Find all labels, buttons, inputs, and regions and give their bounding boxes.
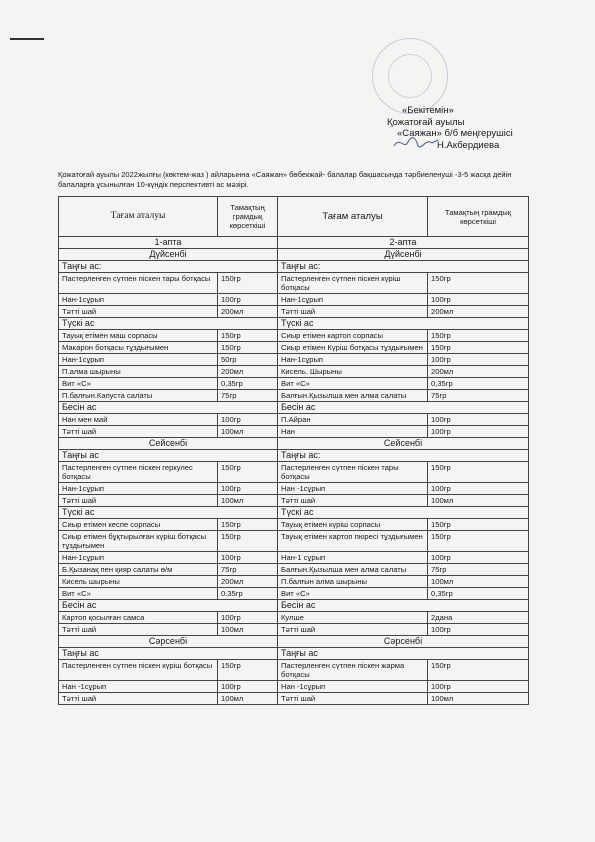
dish-qty-left: 150гр bbox=[218, 330, 278, 342]
dish-name-left: Тәтті шай bbox=[59, 624, 218, 636]
table-row bbox=[59, 426, 529, 438]
dish-name-left: Нан мен май bbox=[59, 414, 218, 426]
dish-name-left: Нан-1сұрып bbox=[59, 354, 218, 366]
dish-name-right: Сиыр етімен Күріш ботқасы тұздығымен bbox=[278, 342, 428, 354]
dish-qty-left: 100гр bbox=[218, 681, 278, 693]
dish-qty-right: 100гр bbox=[428, 624, 529, 636]
dish-qty-right: 100гр bbox=[428, 414, 529, 426]
day-label-left: Сәрсенбі bbox=[59, 636, 278, 648]
meal-label-right: Таңғы ас: bbox=[278, 261, 529, 273]
meal-label-left: Таңғы ас bbox=[59, 648, 278, 660]
header-name-left: Тағам аталуы bbox=[59, 197, 218, 237]
dish-name-right: Сиыр етімен картоп сорпасы bbox=[278, 330, 428, 342]
dish-qty-left: 0,35гр bbox=[218, 378, 278, 390]
day-label-left: Сейсенбі bbox=[59, 438, 278, 450]
dish-name-left: Нан-1сұрып bbox=[59, 552, 218, 564]
dish-name-right: Нан -1сұрып bbox=[278, 681, 428, 693]
dish-name-right: Тәтті шай bbox=[278, 495, 428, 507]
dish-qty-right: 100гр bbox=[428, 552, 529, 564]
menu-table bbox=[58, 196, 529, 705]
approval-signer: Н.Акбердиева bbox=[437, 139, 500, 151]
meal-row bbox=[59, 261, 529, 273]
dish-qty-right: 100гр bbox=[428, 483, 529, 495]
stamp-emblem bbox=[388, 54, 432, 98]
table-row bbox=[59, 366, 529, 378]
dish-qty-left: 200мл bbox=[218, 576, 278, 588]
day-label-right: Сәрсенбі bbox=[278, 636, 529, 648]
table-row bbox=[59, 693, 529, 705]
table-row bbox=[59, 342, 529, 354]
dish-qty-right: 150гр bbox=[428, 660, 529, 681]
dish-name-right: Нан-1сұрып bbox=[278, 354, 428, 366]
meal-label-left: Таңғы ас bbox=[59, 450, 278, 462]
dish-qty-right: 0,35гр bbox=[428, 378, 529, 390]
header-name-right: Тағам аталуы bbox=[278, 197, 428, 237]
dish-qty-right: 100гр bbox=[428, 681, 529, 693]
dish-name-left: Тәтті шай bbox=[59, 426, 218, 438]
dish-name-right: Нан-1 сұрып bbox=[278, 552, 428, 564]
meal-row bbox=[59, 318, 529, 330]
header-qty-right: Тамақтың грамдық көрсеткіші bbox=[428, 197, 529, 237]
meal-label-left: Түскі ас bbox=[59, 507, 278, 519]
table-row bbox=[59, 462, 529, 483]
dish-name-left: Вит «С» bbox=[59, 378, 218, 390]
approval-village: Қожатоғай ауылы bbox=[387, 116, 465, 128]
margin-mark bbox=[10, 38, 44, 40]
dish-qty-left: 150гр bbox=[218, 531, 278, 552]
dish-name-right: Нан bbox=[278, 426, 428, 438]
dish-name-left: П.алма шырыны bbox=[59, 366, 218, 378]
dish-qty-left: 100мл bbox=[218, 624, 278, 636]
dish-name-left: Тәтті шай bbox=[59, 495, 218, 507]
dish-qty-right: 150гр bbox=[428, 462, 529, 483]
table-row bbox=[59, 294, 529, 306]
dish-name-left: Пастерленген сүтпен піскен күріш ботқасы bbox=[59, 660, 218, 681]
dish-name-right: Кулше bbox=[278, 612, 428, 624]
dish-qty-right: 200мл bbox=[428, 306, 529, 318]
dish-name-right: Балғын.Қызылша мен алма салаты bbox=[278, 390, 428, 402]
dish-qty-right: 2дана bbox=[428, 612, 529, 624]
meal-label-left: Бесін ас bbox=[59, 402, 278, 414]
meal-label-right: Бесін ас bbox=[278, 402, 529, 414]
dish-qty-right: 100мл bbox=[428, 693, 529, 705]
day-label-left: Дүйсенбі bbox=[59, 249, 278, 261]
table-row bbox=[59, 330, 529, 342]
day-label-right: Сейсенбі bbox=[278, 438, 529, 450]
dish-name-left: Сиыр етімен кеспе сорпасы bbox=[59, 519, 218, 531]
table-row bbox=[59, 531, 529, 552]
dish-qty-left: 200мл bbox=[218, 366, 278, 378]
dish-qty-left: 100гр bbox=[218, 414, 278, 426]
dish-name-left: Пастерленген сүтпен піскен тары ботқасы bbox=[59, 273, 218, 294]
table-row bbox=[59, 378, 529, 390]
dish-qty-right: 150гр bbox=[428, 519, 529, 531]
dish-qty-right: 0,35гр bbox=[428, 588, 529, 600]
day-row bbox=[59, 438, 529, 450]
dish-qty-left: 0.35гр bbox=[218, 588, 278, 600]
day-label-right: Дүйсенбі bbox=[278, 249, 529, 261]
dish-qty-left: 50гр bbox=[218, 354, 278, 366]
dish-name-left: Картоп қосылған самса bbox=[59, 612, 218, 624]
dish-name-left: Нан-1сұрып bbox=[59, 483, 218, 495]
table-row bbox=[59, 681, 529, 693]
dish-name-right: Вит «С» bbox=[278, 588, 428, 600]
table-row bbox=[59, 660, 529, 681]
meal-label-right: Таңғы ас bbox=[278, 648, 529, 660]
dish-qty-right: 100мл bbox=[428, 495, 529, 507]
dish-name-right: П.Айран bbox=[278, 414, 428, 426]
meal-label-left: Түскі ас bbox=[59, 318, 278, 330]
dish-qty-left: 200мл bbox=[218, 306, 278, 318]
menu-body bbox=[59, 237, 529, 705]
table-row bbox=[59, 519, 529, 531]
table-row bbox=[59, 576, 529, 588]
dish-qty-left: 150гр bbox=[218, 273, 278, 294]
dish-name-right: Пастерленген сүтпен піскен жарма ботқасы bbox=[278, 660, 428, 681]
table-header-row bbox=[59, 197, 529, 237]
header-qty-left: Тамақтың грамдық көрсеткіші bbox=[218, 197, 278, 237]
meal-label-right: Түскі ас bbox=[278, 507, 529, 519]
document-intro: Қожатоғай ауылы 2022жылғы (көктем-жаз ) айларынна «Саяжан» бөбекжай- балалар бақшасында тәрбиеленуші -3-5 жасқа дейін балаларға ұсынылған 10-күндік перспективті ас мәзірі. bbox=[58, 170, 512, 189]
dish-name-left: Макарон ботқасы тұздығымен bbox=[59, 342, 218, 354]
table-row bbox=[59, 624, 529, 636]
day-row bbox=[59, 636, 529, 648]
dish-name-left: Пастерленген сүтпен піскен геркулес ботқасы bbox=[59, 462, 218, 483]
dish-name-right: Вит «С» bbox=[278, 378, 428, 390]
dish-qty-left: 100гр bbox=[218, 552, 278, 564]
dish-name-left: П.балғын.Капуста салаты bbox=[59, 390, 218, 402]
dish-name-right: Тауық етімен күріш сорпасы bbox=[278, 519, 428, 531]
dish-qty-right: 100мл bbox=[428, 576, 529, 588]
dish-name-left: Тауық етімен маш сорпасы bbox=[59, 330, 218, 342]
dish-qty-right: 100гр bbox=[428, 354, 529, 366]
dish-qty-right: 200мл bbox=[428, 366, 529, 378]
meal-label-left: Бесін ас bbox=[59, 600, 278, 612]
dish-qty-right: 100гр bbox=[428, 426, 529, 438]
dish-name-left: Кисель шырыны bbox=[59, 576, 218, 588]
table-row bbox=[59, 273, 529, 294]
dish-name-left: Тәтті шай bbox=[59, 693, 218, 705]
dish-name-right: Тәтті шай bbox=[278, 693, 428, 705]
table-row bbox=[59, 588, 529, 600]
dish-qty-right: 150гр bbox=[428, 342, 529, 354]
dish-name-right: Балғын.Қызылша мен алма салаты bbox=[278, 564, 428, 576]
dish-name-right: Пастерленген сүтпен піскен тары ботқасы bbox=[278, 462, 428, 483]
table-row bbox=[59, 495, 529, 507]
dish-qty-left: 75гр bbox=[218, 564, 278, 576]
approval-position: «Саяжан» б/б меңгерушісі bbox=[397, 128, 513, 139]
meal-label-right: Бесін ас bbox=[278, 600, 529, 612]
meal-label-right: Түскі ас bbox=[278, 318, 529, 330]
table-row bbox=[59, 354, 529, 366]
dish-name-left: Вит «С» bbox=[59, 588, 218, 600]
dish-qty-left: 100гр bbox=[218, 483, 278, 495]
dish-qty-left: 150гр bbox=[218, 519, 278, 531]
meal-label-right: Таңғы ас: bbox=[278, 450, 529, 462]
dish-name-right: Тәтті шай bbox=[278, 624, 428, 636]
meal-row bbox=[59, 450, 529, 462]
meal-row bbox=[59, 402, 529, 414]
dish-name-left: Нан -1сұрып bbox=[59, 681, 218, 693]
table-row bbox=[59, 483, 529, 495]
approval-title: «Бекітемін» bbox=[402, 105, 454, 116]
dish-qty-right: 150гр bbox=[428, 273, 529, 294]
dish-name-right: Нан-1сұрып bbox=[278, 294, 428, 306]
table-row bbox=[59, 612, 529, 624]
table-row bbox=[59, 414, 529, 426]
dish-name-right: Тауық етімен картоп пюресі тұздығымен bbox=[278, 531, 428, 552]
dish-qty-left: 100мл bbox=[218, 495, 278, 507]
dish-name-right: Тәтті шай bbox=[278, 306, 428, 318]
dish-qty-left: 150гр bbox=[218, 342, 278, 354]
dish-name-right: Кисель. Шырыны bbox=[278, 366, 428, 378]
dish-name-left: Нан-1сұрып bbox=[59, 294, 218, 306]
week-row bbox=[59, 237, 529, 249]
week-label-left: 1-апта bbox=[59, 237, 278, 249]
dish-qty-right: 75гр bbox=[428, 390, 529, 402]
dish-qty-right: 150гр bbox=[428, 531, 529, 552]
dish-qty-left: 150гр bbox=[218, 660, 278, 681]
dish-name-left: Б.Қызанақ пен қияр салаты ө/м bbox=[59, 564, 218, 576]
meal-label-left: Таңғы ас: bbox=[59, 261, 278, 273]
week-label-right: 2-апта bbox=[278, 237, 529, 249]
day-row bbox=[59, 249, 529, 261]
table-row bbox=[59, 306, 529, 318]
dish-qty-right: 75гр bbox=[428, 564, 529, 576]
meal-row bbox=[59, 648, 529, 660]
table-row bbox=[59, 552, 529, 564]
meal-row bbox=[59, 507, 529, 519]
dish-name-left: Тәтті шай bbox=[59, 306, 218, 318]
dish-qty-left: 100мл bbox=[218, 693, 278, 705]
dish-qty-left: 100гр bbox=[218, 612, 278, 624]
meal-row bbox=[59, 600, 529, 612]
dish-name-left: Сиыр етімен бұқтырылған күріш ботқасы тұздығымен bbox=[59, 531, 218, 552]
dish-name-right: Нан -1сұрып bbox=[278, 483, 428, 495]
dish-qty-right: 100гр bbox=[428, 294, 529, 306]
dish-qty-left: 100гр bbox=[218, 294, 278, 306]
dish-qty-left: 75гр bbox=[218, 390, 278, 402]
dish-qty-left: 150гр bbox=[218, 462, 278, 483]
dish-name-right: Пастерленген сүтпен піскен күріш ботқасы bbox=[278, 273, 428, 294]
dish-qty-right: 150гр bbox=[428, 330, 529, 342]
dish-name-right: П.балғын алма шырыны bbox=[278, 576, 428, 588]
table-row bbox=[59, 390, 529, 402]
dish-qty-left: 100мл bbox=[218, 426, 278, 438]
signature bbox=[392, 134, 440, 152]
table-row bbox=[59, 564, 529, 576]
